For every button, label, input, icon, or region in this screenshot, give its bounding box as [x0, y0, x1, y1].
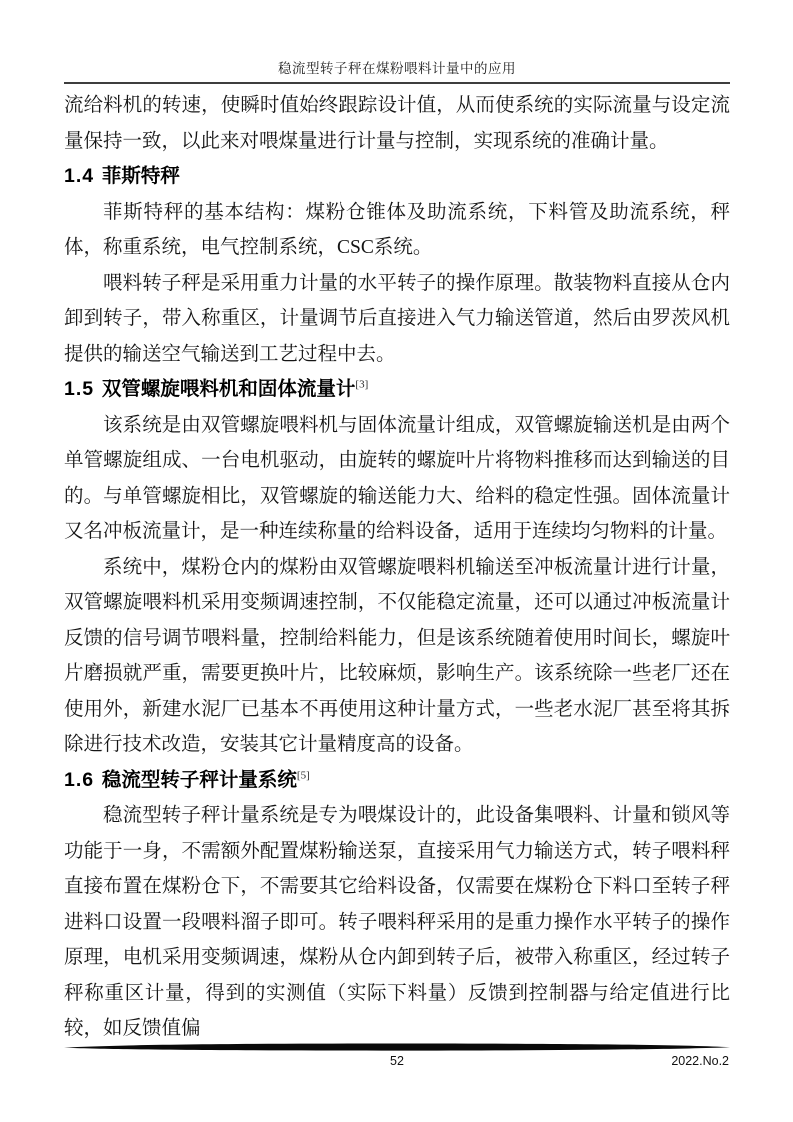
- section-heading-1-4: [64, 159, 730, 195]
- section-number: 1.5: [64, 378, 95, 400]
- paragraph: 该系统是由双管螺旋喂料机与固体流量计组成，双管螺旋输送机是由两个单管螺旋组成、一台电机驱动，由旋转的螺旋叶片将物料推移而达到输送的目的。与单管螺旋相比，双管螺旋的输送能力大、给料的稳定性强。固体流量计又名冲板流量计，是一种连续称量的给料设备，适用于连续均匀物料的计量。: [64, 414, 730, 542]
- paragraph: 稳流型转子秤计量系统是专为喂煤设计的，此设备集喂料、计量和锁风等功能于一身，不需额外配置煤粉输送泵，直接采用气力输送方式，转子喂料秤直接布置在煤粉仓下，不需要其它给料设备，仅需要在煤粉仓下料口至转子秤进料口设置一段喂料溜子即可。转子喂料秤采用的是重力操作水平转子的操作原理，电机采用变频调速，煤粉从仓内卸到转子后，被带入称重区，经过转子秤称重区计量，得到的实测值（实际下料量）反馈到控制器与给定值进行比较，如反馈值偏: [64, 805, 730, 1039]
- page-footer: [64, 1043, 730, 1070]
- section-heading-1-6: [64, 763, 730, 799]
- section-title: 双管螺旋喂料机和固体流量计: [101, 378, 356, 400]
- footer-rule: [64, 1043, 730, 1051]
- paragraph: 系统中，煤粉仓内的煤粉由双管螺旋喂料机输送至冲板流量计进行计量，双管螺旋喂料机采用变频调速控制，不仅能稳定流量，还可以通过冲板流量计反馈的信号调节喂料量，控制给料能力，但是该系统随着使用时间长，螺旋叶片磨损就严重，需要更换叶片，比较麻烦，影响生产。该系统除一些老厂还在使用外，新建水泥厂已基本不再使用这种计量方式，一些老水泥厂甚至将其拆除进行技术改造，安装其它计量精度高的设备。: [64, 556, 730, 755]
- section-reference: [3]: [355, 378, 369, 391]
- header-rule: [64, 82, 730, 84]
- section-title: 稳流型转子秤计量系统: [101, 768, 297, 791]
- footer-meta: [64, 1052, 730, 1070]
- paragraph: 喂料转子秤是采用重力计量的水平转子的操作原理。散装物料直接从仓内卸到转子，带入称重区，计量调节后直接进入气力输送管道，然后由罗茨风机提供的输送空气输送到工艺过程中去。: [64, 272, 730, 365]
- header-title: 稳流型转子秤在煤粉喂料计量中的应用: [278, 61, 516, 76]
- section-heading-1-5: [64, 372, 730, 408]
- intro-paragraph: 流给料机的转速，使瞬时值始终跟踪设计值，从而使系统的实际流量与设定流量保持一致，以此来对喂煤量进行计量与控制，实现系统的准确计量。: [64, 95, 730, 152]
- document-body: [64, 88, 730, 1047]
- section-reference: [5]: [296, 769, 310, 781]
- section-title: 菲斯特秤: [101, 165, 180, 187]
- issue-label: 2022.No.2: [671, 1054, 729, 1068]
- section-number: 1.6: [64, 768, 95, 791]
- page-number: 52: [390, 1054, 404, 1068]
- section-number: 1.4: [64, 165, 95, 187]
- paragraph: 菲斯特秤的基本结构：煤粉仓锥体及助流系统，下料管及助流系统，秤体，称重系统，电气控制系统，CSC系统。: [64, 201, 730, 258]
- running-header: [64, 60, 730, 84]
